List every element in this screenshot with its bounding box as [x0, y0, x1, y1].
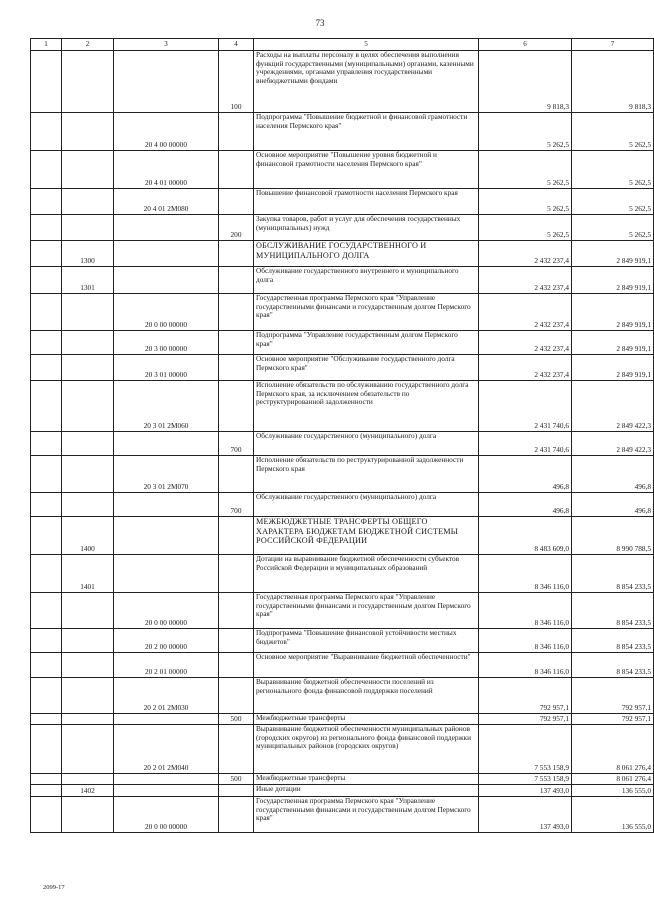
row-number-cell	[31, 593, 62, 629]
target-article-cell: 20 4 01 00000	[114, 151, 219, 189]
target-article-cell	[114, 267, 219, 294]
expense-type-cell: 500	[219, 774, 254, 785]
expense-type-cell	[219, 189, 254, 215]
amount-year1-cell: 5 262,5	[479, 113, 572, 151]
row-number-cell	[31, 355, 62, 381]
amount-year1-cell: 8 346 116,0	[479, 629, 572, 653]
section-code-cell	[62, 456, 114, 493]
row-number-cell	[31, 725, 62, 774]
table-row	[31, 678, 654, 714]
amount-year1-cell: 496,8	[479, 493, 572, 517]
section-code-cell	[62, 189, 114, 215]
table-row	[31, 189, 654, 215]
target-article-cell: 20 2 00 00000	[114, 629, 219, 653]
expense-type-cell	[219, 267, 254, 294]
description-cell: Основное мероприятие "Повышение уровня бюджетной и финансовой грамотности населения Пермского края"	[254, 151, 479, 189]
description-cell: МЕЖБЮДЖЕТНЫЕ ТРАНСФЕРТЫ ОБЩЕГО ХАРАКТЕРА БЮДЖЕТАМ БЮДЖЕТНОЙ СИСТЕМЫ РОССИЙСКОЙ ФЕДЕРАЦИИ	[254, 517, 479, 555]
section-code-cell	[62, 294, 114, 331]
section-code-cell	[62, 678, 114, 714]
expense-type-cell: 500	[219, 714, 254, 725]
amount-year2-cell: 5 262,5	[572, 189, 654, 215]
table-row	[31, 51, 654, 113]
row-number-cell	[31, 267, 62, 294]
expense-type-cell: 700	[219, 493, 254, 517]
expense-type-cell	[219, 593, 254, 629]
table-row	[31, 113, 654, 151]
section-code-cell	[62, 151, 114, 189]
amount-year1-cell: 7 553 158,9	[479, 774, 572, 785]
expense-type-cell	[219, 785, 254, 797]
amount-year2-cell: 136 555,0	[572, 797, 654, 833]
section-code-cell: 1402	[62, 785, 114, 797]
table-row	[31, 151, 654, 189]
table-row	[31, 555, 654, 593]
row-number-cell	[31, 493, 62, 517]
table-row	[31, 355, 654, 381]
row-number-cell	[31, 113, 62, 151]
expense-type-cell	[219, 797, 254, 833]
table-row	[31, 241, 654, 267]
row-number-cell	[31, 241, 62, 267]
expense-type-cell	[219, 678, 254, 714]
amount-year2-cell: 2 849 422,3	[572, 432, 654, 456]
amount-year2-cell: 8 061 276,4	[572, 725, 654, 774]
amount-year1-cell: 496,8	[479, 456, 572, 493]
section-code-cell	[62, 355, 114, 381]
description-cell: Государственная программа Пермского края "Управление государственными финансами и государственным долгом Пермского края"	[254, 797, 479, 833]
amount-year2-cell: 2 849 919,1	[572, 355, 654, 381]
section-code-cell: 1400	[62, 517, 114, 555]
header-cell-1: 1	[31, 39, 62, 51]
target-article-cell: 20 3 00 00000	[114, 331, 219, 355]
description-cell: Подпрограмма "Повышение финансовой устойчивости местных бюджетов"	[254, 629, 479, 653]
row-number-cell	[31, 774, 62, 785]
expense-type-cell	[219, 653, 254, 678]
row-number-cell	[31, 555, 62, 593]
description-cell: Основное мероприятие "Обслуживание государственного долга Пермского края"	[254, 355, 479, 381]
budget-table-body	[31, 39, 654, 833]
footer-document-code: 2099-17	[43, 884, 65, 891]
target-article-cell	[114, 517, 219, 555]
section-code-cell	[62, 797, 114, 833]
amount-year1-cell: 8 483 609,0	[479, 517, 572, 555]
amount-year2-cell: 5 262,5	[572, 215, 654, 241]
description-cell: Основное мероприятие "Выравнивание бюджетной обеспеченности"	[254, 653, 479, 678]
amount-year2-cell: 2 849 919,1	[572, 267, 654, 294]
amount-year2-cell: 2 849 919,1	[572, 294, 654, 331]
amount-year2-cell: 2 849 919,1	[572, 331, 654, 355]
description-cell: Иные дотации	[254, 785, 479, 797]
table-row	[31, 381, 654, 432]
table-row	[31, 267, 654, 294]
description-cell: Выравнивание бюджетной обеспеченности муниципальных районов (городских округов) из регионального фонда финансовой поддержки муниципальных районов (городских округов)	[254, 725, 479, 774]
amount-year2-cell: 8 854 233,5	[572, 629, 654, 653]
target-article-cell: 20 0 00 00000	[114, 294, 219, 331]
description-cell: Исполнение обязательств по обслуживанию государственного долга Пермского края, за исключением обязательств по реструктурированной задолженности	[254, 381, 479, 432]
description-cell: Межбюджетные трансферты	[254, 774, 479, 785]
row-number-cell	[31, 785, 62, 797]
target-article-cell: 20 0 00 00000	[114, 797, 219, 833]
table-row	[31, 629, 654, 653]
expense-type-cell	[219, 151, 254, 189]
description-cell: Повышение финансовой грамотности населения Пермского края	[254, 189, 479, 215]
table-row	[31, 593, 654, 629]
table-row	[31, 432, 654, 456]
description-cell: Межбюджетные трансферты	[254, 714, 479, 725]
target-article-cell	[114, 215, 219, 241]
expense-type-cell	[219, 381, 254, 432]
table-row	[31, 774, 654, 785]
section-code-cell	[62, 51, 114, 113]
amount-year2-cell: 136 555,0	[572, 785, 654, 797]
row-number-cell	[31, 797, 62, 833]
row-number-cell	[31, 456, 62, 493]
target-article-cell: 20 0 00 00000	[114, 593, 219, 629]
expense-type-cell	[219, 355, 254, 381]
header-cell-6: 6	[479, 39, 572, 51]
section-code-cell	[62, 629, 114, 653]
amount-year2-cell: 496,8	[572, 493, 654, 517]
target-article-cell	[114, 774, 219, 785]
section-code-cell	[62, 113, 114, 151]
expense-type-cell: 700	[219, 432, 254, 456]
target-article-cell: 20 4 01 2М080	[114, 189, 219, 215]
budget-table	[30, 38, 654, 833]
description-cell: Обслуживание государственного (муниципального) долга	[254, 493, 479, 517]
header-cell-3: 3	[114, 39, 219, 51]
row-number-cell	[31, 517, 62, 555]
row-number-cell	[31, 432, 62, 456]
amount-year1-cell: 2 432 237,4	[479, 267, 572, 294]
amount-year2-cell: 8 854 233,5	[572, 593, 654, 629]
section-code-cell	[62, 432, 114, 456]
expense-type-cell	[219, 555, 254, 593]
amount-year1-cell: 5 262,5	[479, 215, 572, 241]
description-cell: Обслуживание государственного внутреннего и муниципального долга	[254, 267, 479, 294]
expense-type-cell	[219, 294, 254, 331]
row-number-cell	[31, 381, 62, 432]
target-article-cell	[114, 785, 219, 797]
section-code-cell: 1301	[62, 267, 114, 294]
amount-year2-cell: 8 854 233,5	[572, 555, 654, 593]
description-cell: Обслуживание государственного (муниципального) долга	[254, 432, 479, 456]
description-cell: Дотации на выравнивание бюджетной обеспеченности субъектов Российской Федерации и муниципальных образований	[254, 555, 479, 593]
amount-year1-cell: 137 493,0	[479, 797, 572, 833]
table-row	[31, 331, 654, 355]
table-row	[31, 653, 654, 678]
table-row	[31, 517, 654, 555]
section-code-cell: 1300	[62, 241, 114, 267]
amount-year1-cell: 5 262,5	[479, 189, 572, 215]
target-article-cell: 20 3 01 00000	[114, 355, 219, 381]
target-article-cell: 20 3 01 2М060	[114, 381, 219, 432]
description-cell: Выравнивание бюджетной обеспеченности поселений из регионального фонда финансовой поддержки поселений	[254, 678, 479, 714]
target-article-cell: 20 2 01 2М040	[114, 725, 219, 774]
target-article-cell	[114, 241, 219, 267]
amount-year1-cell: 7 553 158,9	[479, 725, 572, 774]
header-cell-7: 7	[572, 39, 654, 51]
table-row	[31, 725, 654, 774]
target-article-cell: 20 2 01 00000	[114, 653, 219, 678]
amount-year2-cell: 5 262,5	[572, 151, 654, 189]
description-cell: Подпрограмма "Повышение бюджетной и финансовой грамотности населения Пермского края"	[254, 113, 479, 151]
row-number-cell	[31, 51, 62, 113]
amount-year1-cell: 9 818,3	[479, 51, 572, 113]
target-article-cell	[114, 493, 219, 517]
amount-year1-cell: 2 431 740,6	[479, 381, 572, 432]
amount-year1-cell: 2 432 237,4	[479, 331, 572, 355]
amount-year1-cell: 8 346 116,0	[479, 593, 572, 629]
row-number-cell	[31, 151, 62, 189]
amount-year1-cell: 8 346 116,0	[479, 555, 572, 593]
amount-year1-cell: 5 262,5	[479, 151, 572, 189]
expense-type-cell	[219, 113, 254, 151]
amount-year1-cell: 2 432 237,4	[479, 355, 572, 381]
amount-year1-cell: 8 346 116,0	[479, 653, 572, 678]
amount-year2-cell: 496,8	[572, 456, 654, 493]
target-article-cell	[114, 432, 219, 456]
table-row	[31, 714, 654, 725]
expense-type-cell: 200	[219, 215, 254, 241]
description-cell: Государственная программа Пермского края "Управление государственными финансами и государственным долгом Пермского края"	[254, 593, 479, 629]
description-cell: Закупка товаров, работ и услуг для обеспечения государственных (муниципальных) нужд	[254, 215, 479, 241]
expense-type-cell	[219, 456, 254, 493]
row-number-cell	[31, 678, 62, 714]
table-row	[31, 215, 654, 241]
section-code-cell	[62, 493, 114, 517]
target-article-cell: 20 2 01 2М030	[114, 678, 219, 714]
expense-type-cell	[219, 331, 254, 355]
table-row	[31, 456, 654, 493]
section-code-cell	[62, 725, 114, 774]
amount-year1-cell: 792 957,1	[479, 678, 572, 714]
amount-year2-cell: 792 957,1	[572, 678, 654, 714]
amount-year1-cell: 792 957,1	[479, 714, 572, 725]
target-article-cell	[114, 714, 219, 725]
row-number-cell	[31, 653, 62, 678]
row-number-cell	[31, 714, 62, 725]
target-article-cell	[114, 51, 219, 113]
amount-year2-cell: 9 818,3	[572, 51, 654, 113]
section-code-cell	[62, 593, 114, 629]
amount-year2-cell: 8 061 276,4	[572, 774, 654, 785]
row-number-cell	[31, 189, 62, 215]
section-code-cell: 1401	[62, 555, 114, 593]
amount-year2-cell: 8 854 233,5	[572, 653, 654, 678]
page-number: 73	[315, 18, 325, 28]
table-row	[31, 785, 654, 797]
description-cell: Исполнение обязательств по реструктурированной задолженности Пермского края	[254, 456, 479, 493]
target-article-cell: 20 3 01 2М070	[114, 456, 219, 493]
amount-year1-cell: 2 432 237,4	[479, 241, 572, 267]
section-code-cell	[62, 331, 114, 355]
amount-year1-cell: 137 493,0	[479, 785, 572, 797]
amount-year2-cell: 2 849 422,3	[572, 381, 654, 432]
table-row	[31, 294, 654, 331]
row-number-cell	[31, 215, 62, 241]
description-cell: ОБСЛУЖИВАНИЕ ГОСУДАРСТВЕННОГО И МУНИЦИПАЛЬНОГО ДОЛГА	[254, 241, 479, 267]
section-code-cell	[62, 774, 114, 785]
row-number-cell	[31, 294, 62, 331]
table-header-row	[31, 39, 654, 51]
expense-type-cell: 100	[219, 51, 254, 113]
table-row	[31, 493, 654, 517]
expense-type-cell	[219, 725, 254, 774]
row-number-cell	[31, 331, 62, 355]
header-cell-4: 4	[219, 39, 254, 51]
expense-type-cell	[219, 517, 254, 555]
section-code-cell	[62, 381, 114, 432]
header-cell-2: 2	[62, 39, 114, 51]
amount-year1-cell: 2 431 740,6	[479, 432, 572, 456]
expense-type-cell	[219, 241, 254, 267]
section-code-cell	[62, 714, 114, 725]
table-row	[31, 797, 654, 833]
amount-year1-cell: 2 432 237,4	[479, 294, 572, 331]
header-cell-5: 5	[254, 39, 479, 51]
section-code-cell	[62, 653, 114, 678]
section-code-cell	[62, 215, 114, 241]
description-cell: Государственная программа Пермского края "Управление государственными финансами и государственным долгом Пермского края"	[254, 294, 479, 331]
amount-year2-cell: 2 849 919,1	[572, 241, 654, 267]
amount-year2-cell: 8 990 788,5	[572, 517, 654, 555]
row-number-cell	[31, 629, 62, 653]
target-article-cell	[114, 555, 219, 593]
description-cell: Расходы на выплаты персоналу в целях обеспечения выполнения функций государственными (муниципальными) органами, казенными учреждениями, органами управления государственными внебюджетными фондами	[254, 51, 479, 113]
expense-type-cell	[219, 629, 254, 653]
description-cell: Подпрограмма "Управление государственным долгом Пермского края"	[254, 331, 479, 355]
amount-year2-cell: 792 957,1	[572, 714, 654, 725]
amount-year2-cell: 5 262,5	[572, 113, 654, 151]
target-article-cell: 20 4 00 00000	[114, 113, 219, 151]
